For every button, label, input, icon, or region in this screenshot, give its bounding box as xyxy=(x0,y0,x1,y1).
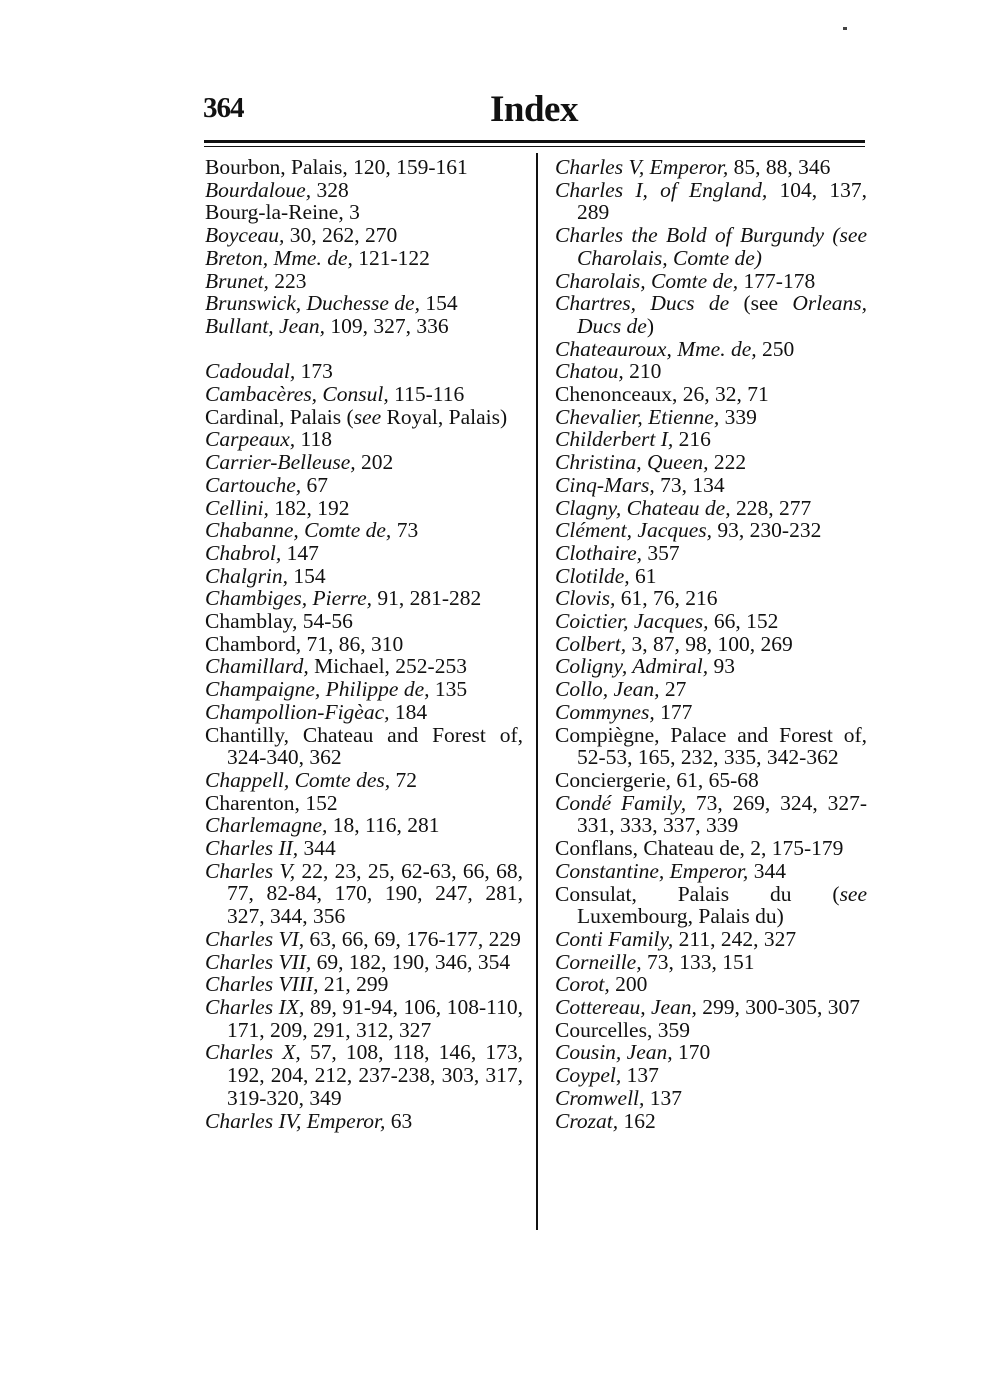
see-suffix: Royal, Palais) xyxy=(386,404,508,429)
entry-page-refs: 26, 32, 71 xyxy=(682,382,769,407)
index-entry xyxy=(205,565,523,588)
entry-name: Condé Family, xyxy=(555,790,687,815)
entry-page-refs: 121-122 xyxy=(358,245,430,270)
index-entry xyxy=(555,179,867,224)
index-entry xyxy=(555,928,867,951)
index-entry xyxy=(555,951,867,974)
entry-name: Corneille, xyxy=(555,949,642,974)
entry-page-refs: 182, 192 xyxy=(274,495,350,520)
entry-page-refs: Michael, 252-253 xyxy=(314,654,467,679)
entry-name: Chamblay, xyxy=(205,609,298,634)
entry-page-refs: 67 xyxy=(306,472,329,497)
entry-page-refs: 73 xyxy=(396,518,419,543)
entry-page-refs: 3 xyxy=(349,200,360,225)
entry-page-refs: 344 xyxy=(303,836,336,861)
index-entry xyxy=(205,814,523,837)
index-entry xyxy=(555,156,867,179)
entry-name: Clothaire, xyxy=(555,540,642,565)
see-prefix: (see xyxy=(743,291,793,316)
index-entry xyxy=(205,792,523,815)
index-entry xyxy=(205,678,523,701)
entry-page-refs: 104, 137, 289 xyxy=(577,177,867,225)
entry-name: Christina, Queen, xyxy=(555,450,709,475)
index-entry xyxy=(555,633,867,656)
entry-page-refs: 2, 175-179 xyxy=(750,836,844,861)
index-entry xyxy=(205,201,523,224)
index-entry xyxy=(205,270,523,293)
entry-page-refs: 344 xyxy=(753,858,786,883)
see-suffix: Luxembourg, Palais du) xyxy=(577,904,784,929)
entry-name: Coypel, xyxy=(555,1063,622,1088)
entry-name: Charles VI, xyxy=(205,926,305,951)
index-entry xyxy=(205,928,523,951)
entry-page-refs: 115-116 xyxy=(394,382,465,407)
entry-name: Courcelles, xyxy=(555,1017,653,1042)
entry-name: Bourg-la-Reine, xyxy=(205,200,344,225)
entry-name: Chambiges, Pierre, xyxy=(205,586,373,611)
entry-name: Chappell, Comte des, xyxy=(205,767,391,792)
entry-name: Charles V, Emperor, xyxy=(555,155,729,179)
entry-page-refs: 211, 242, 327 xyxy=(678,926,797,951)
entry-name: Chenonceaux, xyxy=(555,382,678,407)
entry-name: Champollion-Figèac, xyxy=(205,699,390,724)
index-entry xyxy=(555,1110,867,1133)
entry-name: Cromwell, xyxy=(555,1085,645,1110)
entry-name: Chartres, Ducs de xyxy=(555,291,730,316)
index-entry xyxy=(205,610,523,633)
index-entry xyxy=(555,724,867,769)
entry-name: Conciergerie, xyxy=(555,767,672,792)
index-entry xyxy=(555,837,867,860)
entry-name: Brunet, xyxy=(205,268,269,293)
index-entry xyxy=(205,360,523,383)
index-entry xyxy=(205,1041,523,1109)
entry-page-refs: 173 xyxy=(300,359,333,384)
entry-page-refs: 210 xyxy=(629,359,662,384)
entry-page-refs: 152 xyxy=(305,790,338,815)
entry-name: Charles VIII, xyxy=(205,972,319,997)
entry-name: Carrier-Belleuse, xyxy=(205,450,356,475)
entry-page-refs: 216 xyxy=(678,427,711,452)
index-entry xyxy=(555,1041,867,1064)
entry-name: Cottereau, Jean, xyxy=(555,995,697,1020)
entry-page-refs: 184 xyxy=(394,699,428,724)
entry-page-refs: 91, 281-282 xyxy=(377,586,482,611)
page-number: 364 xyxy=(203,92,244,124)
entry-page-refs: 57, 108, 118, 146, 173, 192, 204, 212, 237-238, 303, 317, 319-320, 349 xyxy=(227,1040,523,1110)
entry-page-refs: 339 xyxy=(724,404,757,429)
entry-name: Charenton, xyxy=(205,790,300,815)
entry-name: Chatou, xyxy=(555,359,624,384)
index-entry xyxy=(555,474,867,497)
entry-name: Cadoudal, xyxy=(205,359,296,384)
entry-page-refs: 18, 116, 281 xyxy=(332,813,440,838)
index-entry xyxy=(555,542,867,565)
index-column-left xyxy=(205,156,523,1132)
entry-page-refs: 71, 86, 310 xyxy=(306,631,404,656)
entry-name: Cellini, xyxy=(205,495,269,520)
entry-name: Charles V, xyxy=(205,858,296,883)
entry-name: Charles I, of England, xyxy=(555,177,768,202)
entry-page-refs: 202 xyxy=(361,450,394,475)
ink-speck xyxy=(843,27,847,30)
index-entry xyxy=(205,179,523,202)
entry-page-refs: 109, 327, 336 xyxy=(330,313,449,338)
see-reference: Orleans, Ducs de xyxy=(577,291,868,338)
entry-name: Carpeaux, xyxy=(205,427,296,452)
entry-page-refs: 328 xyxy=(316,177,349,202)
entry-name: Conflans, Chateau de, xyxy=(555,836,745,861)
entry-page-refs: 162 xyxy=(623,1108,656,1133)
entry-page-refs: 3, 87, 98, 100, 269 xyxy=(631,631,793,656)
entry-name: Consulat, Palais du xyxy=(555,881,792,906)
entry-name: Charles the Bold of Burgundy (see Charolais, Comte de) xyxy=(555,223,867,270)
entry-page-refs: 52-53, 165, 232, 335, 342-362 xyxy=(577,745,839,770)
entry-name: Commynes, xyxy=(555,699,655,724)
entry-name: Coictier, Jacques, xyxy=(555,609,709,634)
entry-page-refs: 357 xyxy=(647,540,680,565)
see-reference: see xyxy=(353,404,382,429)
entry-name: Cartouche, xyxy=(205,472,302,497)
index-entry xyxy=(555,996,867,1019)
entry-name: Colbert, xyxy=(555,631,627,656)
entry-name: Crozat, xyxy=(555,1108,619,1133)
entry-name: Boyceau, xyxy=(205,223,285,248)
index-entry xyxy=(555,792,867,837)
index-entry xyxy=(555,1064,867,1087)
index-entry xyxy=(555,270,867,293)
entry-page-refs: 61 xyxy=(635,563,657,588)
entry-name: Chabrol, xyxy=(205,540,282,565)
entry-name: Collo, Jean, xyxy=(555,677,660,702)
index-entry xyxy=(555,338,867,361)
index-entry xyxy=(205,156,523,179)
entry-name: Chateauroux, Mme. de, xyxy=(555,336,757,361)
index-entry xyxy=(555,610,867,633)
index-entry xyxy=(205,996,523,1041)
entry-name: Conti Family, xyxy=(555,926,674,951)
entry-name: Charles X, xyxy=(205,1040,301,1065)
index-entry xyxy=(555,497,867,520)
entry-page-refs: 73, 269, 324, 327-331, 333, 337, 339 xyxy=(577,790,867,838)
entry-name: Charles VII, xyxy=(205,949,312,974)
entry-name: Chamillard, xyxy=(205,654,309,679)
entry-name: Champaigne, Philippe de, xyxy=(205,677,430,702)
index-entry xyxy=(555,292,867,337)
see-prefix: ( xyxy=(832,881,840,906)
entry-page-refs: 154 xyxy=(425,291,458,316)
entry-name: Clovis, xyxy=(555,586,616,611)
entry-page-refs: 93, 230-232 xyxy=(717,518,822,543)
index-entry xyxy=(555,519,867,542)
entry-page-refs: 228, 277 xyxy=(735,495,812,520)
entry-page-refs: 85, 88, 346 xyxy=(733,155,831,179)
entry-name: Cardinal, Palais xyxy=(205,404,342,429)
index-entry xyxy=(205,769,523,792)
index-entry xyxy=(205,951,523,974)
entry-page-refs: 63, 66, 69, 176-177, 229 xyxy=(309,926,521,951)
entry-page-refs: 170 xyxy=(678,1040,711,1065)
index-entry xyxy=(205,315,523,338)
entry-page-refs: 22, 23, 25, 62-63, 66, 68, 77, 82-84, 170, 190, 247, 281, 327, 344, 356 xyxy=(227,858,524,929)
entry-name: Charolais, Comte de, xyxy=(555,268,739,293)
entry-page-refs: 137 xyxy=(649,1085,683,1110)
entry-name: Clagny, Chateau de, xyxy=(555,495,731,520)
index-entry xyxy=(205,497,523,520)
see-suffix: ) xyxy=(646,313,655,338)
index-entry xyxy=(205,451,523,474)
entry-name: Bourdaloue, xyxy=(205,177,312,202)
index-entry xyxy=(205,406,523,429)
entry-page-refs: 223 xyxy=(274,268,307,293)
entry-page-refs: 147 xyxy=(286,540,319,565)
index-entry xyxy=(205,519,523,542)
entry-page-refs: 69, 182, 190, 346, 354 xyxy=(316,949,511,974)
index-entry xyxy=(205,860,523,928)
see-reference: see xyxy=(839,881,868,906)
index-entry xyxy=(205,428,523,451)
entry-name: Clément, Jacques, xyxy=(555,518,713,543)
entry-page-refs: 299, 300-305, 307 xyxy=(702,995,860,1020)
entry-page-refs: 154 xyxy=(293,563,326,588)
index-entry xyxy=(205,633,523,656)
entry-page-refs: 66, 152 xyxy=(713,609,779,634)
entry-name: Clotilde, xyxy=(555,563,630,588)
entry-name: Chevalier, Etienne, xyxy=(555,404,720,429)
entry-page-refs: 250 xyxy=(762,336,795,361)
index-entry xyxy=(555,383,867,406)
index-entry xyxy=(555,701,867,724)
entry-name: Coligny, Admiral, xyxy=(555,654,709,679)
index-entry xyxy=(555,678,867,701)
entry-page-refs: 73, 134 xyxy=(660,472,725,497)
entry-page-refs: 61, 76, 216 xyxy=(620,586,718,611)
entry-name: Cinq-Mars, xyxy=(555,472,655,497)
index-entry xyxy=(205,701,523,724)
index-entry xyxy=(205,292,523,315)
index-column-right xyxy=(555,156,867,1132)
index-entry xyxy=(555,428,867,451)
entry-name: Chambord, xyxy=(205,631,302,656)
letter-gap xyxy=(205,338,523,361)
entry-page-refs: 177 xyxy=(660,699,693,724)
entry-page-refs: 89, 91-94, 106, 108-110, 171, 209, 291, 312, 327 xyxy=(227,995,523,1042)
entry-name: Compiègne, Palace and Forest of, xyxy=(555,722,867,747)
entry-name: Cousin, Jean, xyxy=(555,1040,673,1065)
index-entry xyxy=(205,973,523,996)
index-entry xyxy=(205,724,523,769)
entry-page-refs: 61, 65-68 xyxy=(676,767,759,792)
entry-name: Charles IX, xyxy=(205,995,305,1019)
column-divider xyxy=(536,153,538,1230)
entry-name: Chantilly, Chateau and Forest of, xyxy=(205,722,523,747)
index-entry xyxy=(555,587,867,610)
index-entry xyxy=(555,860,867,883)
entry-page-refs: 324-340, 362 xyxy=(227,745,342,770)
entry-name: Chabanne, Comte de, xyxy=(205,518,392,543)
index-entry xyxy=(555,360,867,383)
entry-page-refs: 93 xyxy=(713,654,735,679)
entry-name: Brunswick, Duchesse de, xyxy=(205,291,420,316)
entry-name: Chalgrin, xyxy=(205,563,289,588)
entry-name: Charlemagne, xyxy=(205,813,328,838)
header-rule-thin xyxy=(204,146,865,147)
entry-page-refs: 73, 133, 151 xyxy=(646,949,755,974)
entry-name: Charles II, xyxy=(205,836,299,861)
index-entry xyxy=(205,224,523,247)
entry-page-refs: 137 xyxy=(626,1063,659,1088)
entry-page-refs: 359 xyxy=(657,1017,690,1042)
entry-page-refs: 222 xyxy=(713,450,747,475)
index-entry xyxy=(555,883,867,928)
index-entry xyxy=(555,655,867,678)
entry-name: Childerbert I, xyxy=(555,427,674,452)
index-entry xyxy=(555,451,867,474)
index-entry xyxy=(205,474,523,497)
entry-page-refs: 72 xyxy=(395,767,417,792)
entry-page-refs: 54-56 xyxy=(302,609,353,634)
entry-page-refs: 135 xyxy=(434,677,468,702)
see-prefix: ( xyxy=(346,404,354,429)
entry-page-refs: 200 xyxy=(615,972,648,997)
entry-name: Bullant, Jean, xyxy=(205,313,326,338)
index-entry xyxy=(205,655,523,678)
index-entry xyxy=(555,1087,867,1110)
index-entry xyxy=(555,406,867,429)
entry-page-refs: 177-178 xyxy=(743,268,816,293)
index-entry xyxy=(205,542,523,565)
entry-page-refs: 30, 262, 270 xyxy=(289,223,398,248)
index-entry xyxy=(555,1019,867,1042)
index-entry xyxy=(555,224,867,269)
index-entry xyxy=(205,247,523,270)
entry-page-refs: 118 xyxy=(300,427,332,452)
entry-name: Bourbon, Palais, xyxy=(205,155,348,179)
entry-name: Corot, xyxy=(555,972,610,997)
entry-page-refs: 120, 159-161 xyxy=(353,155,468,179)
entry-name: Breton, Mme. de, xyxy=(205,245,353,270)
entry-name: Charles IV, Emperor, xyxy=(205,1108,386,1133)
index-entry xyxy=(205,383,523,406)
entry-page-refs: 63 xyxy=(390,1108,413,1133)
entry-page-refs: 27 xyxy=(664,677,687,702)
index-entry xyxy=(205,1110,523,1133)
index-entry xyxy=(205,587,523,610)
entry-name: Cambacères, Consul, xyxy=(205,382,389,407)
index-entry xyxy=(205,837,523,860)
index-entry xyxy=(555,565,867,588)
index-entry xyxy=(555,973,867,996)
entry-name: Constantine, Emperor, xyxy=(555,858,749,883)
index-entry xyxy=(555,769,867,792)
entry-page-refs: 21, 299 xyxy=(323,972,389,997)
header-rule-thick xyxy=(204,140,865,143)
page-title: Index xyxy=(490,89,578,130)
